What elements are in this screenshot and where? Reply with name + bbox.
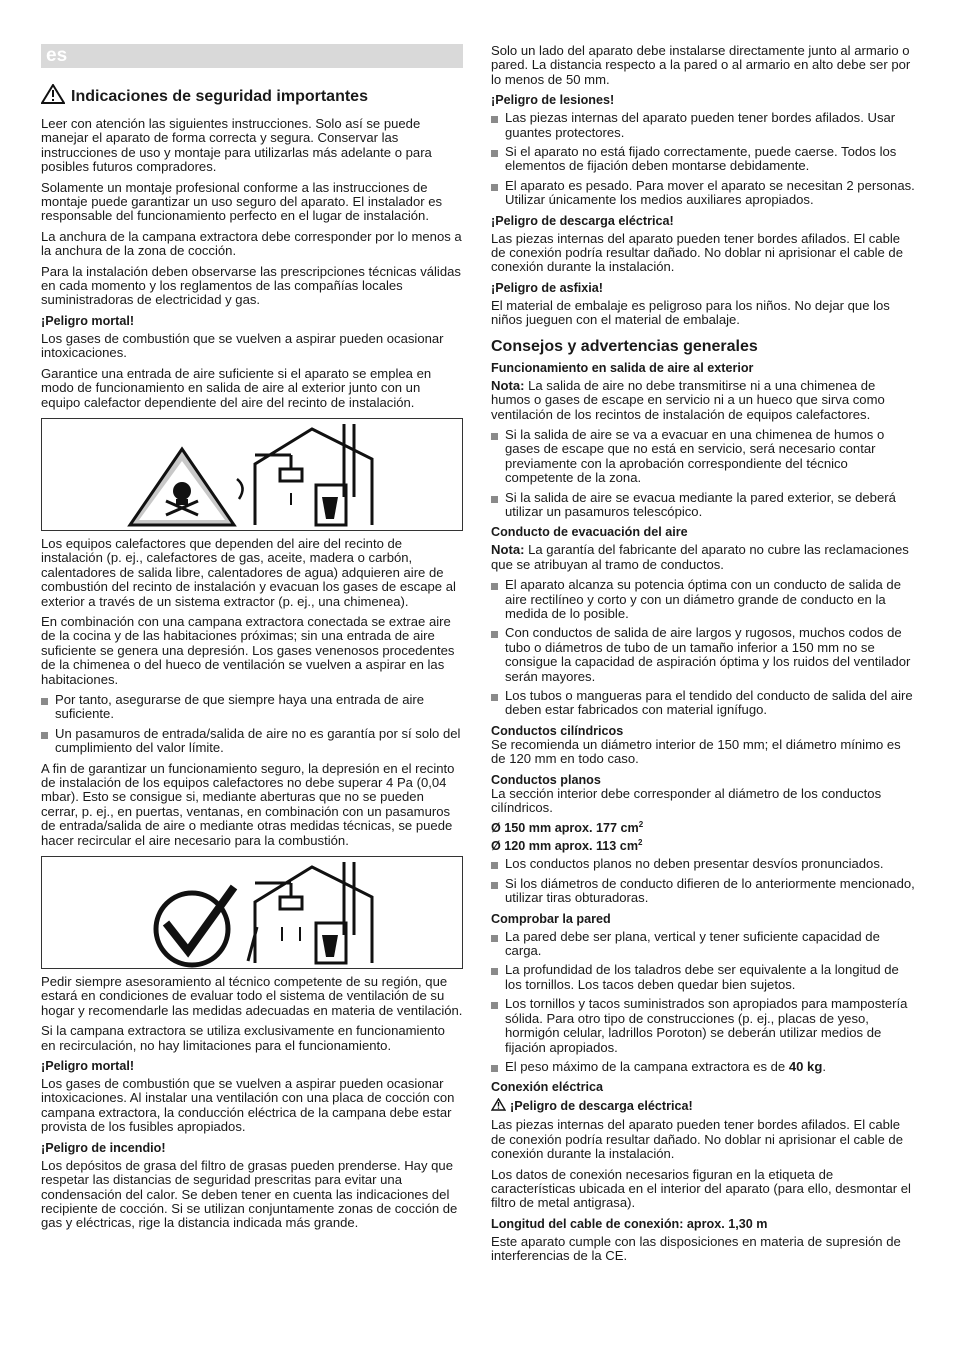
- paragraph: Los depósitos de grasa del filtro de grasas pueden prenderse. Hay que respetar las distancias de seguridad prescritas para evitar una condensación del calor. Se deben tener en cuenta las indicaciones del recipiente de cocción. Si se utilizan conjuntamente zonas de cocción de gas y eléctricas, rige la distancia indicada más grande.: [41, 1157, 458, 1231]
- note-label: Nota:: [491, 377, 525, 393]
- list-item: El aparato es pesado. Para mover el aparato se necesitan 2 personas. Utilizar únicamente los medios auxiliares apropiados.: [491, 179, 915, 208]
- list-item: Los tornillos y tacos suministrados son apropiados para mampostería sólida. Para otro tipo de construcciones (p. ej., placas de yeso, hormigón celular, ladrillos Poroton) se deberán utilizar medios de fijación apropiados.: [491, 997, 915, 1055]
- bullet-list: [491, 930, 915, 1075]
- subheading-longitud: Longitud del cable de conexión: aprox. 1,30 m: [491, 1216, 768, 1231]
- list-item: La pared debe ser plana, vertical y tener suficiente capacidad de carga.: [491, 930, 915, 959]
- subheading-incendio: ¡Peligro de incendio!: [41, 1140, 166, 1155]
- safety-heading: [41, 84, 463, 109]
- subheading-asfixia: ¡Peligro de asfixia!: [491, 280, 603, 295]
- bullet-list: [491, 111, 915, 207]
- checkmark-icon: [156, 887, 234, 965]
- language-tab: es: [41, 44, 463, 68]
- list-item: Si los diámetros de conducto difieren de lo anteriormente mencionado, utilizar tiras obturadoras.: [491, 877, 915, 906]
- subheading-lesiones: ¡Peligro de lesiones!: [491, 93, 615, 108]
- list-item: La profundidad de los taladros debe ser equivalente a la longitud de los tornillos. Los tacos deben quedar bien sujetos.: [491, 963, 915, 992]
- paragraph: El material de embalaje es peligroso para los niños. No dejar que los niños jueguen con el material de embalaje.: [491, 297, 890, 328]
- list-item: Si la salida de aire se evacua mediante la pared exterior, se deberá utilizar un pasamuros telescópico.: [491, 491, 915, 520]
- house-diagram-icon: [248, 862, 372, 963]
- ok-illustration: [41, 856, 463, 969]
- bullet-list: [491, 857, 915, 905]
- list-item: Si la salida de aire se va a evacuar en una chimenea de humos o gases de escape que no está en servicio, será necesario contar previamente con la aprobación correspondiente del técnico competente de la zona.: [491, 428, 915, 486]
- note-text: La salida de aire no debe transmitirse ni a una chimenea de humos o gases de escape en servicio ni a un hueco que sirva como ventilación de los recintos de instalación de equipos calefactores.: [491, 377, 885, 422]
- list-item: El peso máximo de la campana extractora es de 40 kg.: [491, 1060, 915, 1074]
- subheading-conducto: Conducto de evacuación del aire: [491, 525, 688, 540]
- note-label: Nota:: [491, 542, 525, 558]
- paragraph: Pedir siempre asesoramiento al técnico competente de su región, que estará en condiciones de evaluar todo el sistema de ventilación de su hogar y recomendarle las medidas adecuadas en materia de ventilación.: [41, 974, 463, 1018]
- paragraph: A fin de garantizar un funcionamiento seguro, la depresión en el recinto de instalación de los equipos calefactores no debe superar 4 Pa (0,04 mbar). Esto se consigue si, mediante aberturas que no se pueden cerrar, p. ej., en puertas, ventanas, en combinación con un pasamuros de entrada/salida de aire o mediante otras medidas técnicas, se puede hacer recircular el aire necesario para la combustión.: [41, 760, 455, 848]
- subheading-pared: Comprobar la pared: [491, 911, 611, 926]
- subheading-cilindricos: Conductos cilíndricos: [491, 723, 624, 738]
- left-column: [41, 44, 463, 1237]
- paragraph: Este aparato cumple con las disposiciones en materia de supresión de interferencias de la CE.: [491, 1233, 901, 1264]
- subheading-funcionamiento: Funcionamiento en salida de aire al exterior: [491, 360, 754, 375]
- paragraph: Si la campana extractora se utiliza exclusivamente en funcionamiento en recirculación, no hay limitaciones para el funcionamiento.: [41, 1023, 445, 1053]
- paragraph: Los gases de combustión que se vuelven a aspirar pueden ocasionar intoxicaciones. Al instalar una ventilación con una placa de cocción con campana extractora, la conducción eléctrica de la campana debe estar provista de los fusibles apropiados.: [41, 1076, 455, 1135]
- paragraph: Para la instalación deben observarse las prescripciones técnicas válidas en cada momento y los reglamentos de las compañías locales suministradoras de electricidad y gas.: [41, 263, 461, 308]
- list-item: Un pasamuros de entrada/salida de aire no es garantía por sí solo del cumplimiento del valor límite.: [41, 727, 463, 756]
- paragraph: Los equipos calefactores que dependen del aire del recinto de instalación (p. ej., calefactores de gas, aceite, madera o carbón, calentadores de salida libre, calentadores de agua) adquieren aire de combustión del recinto de instalación y evacuan los gases de escape al exterior a través de un sistema extractor (p. ej., una chimenea).: [41, 535, 456, 609]
- paragraph: Leer con atención las siguientes instrucciones. Solo así se puede manejar el aparato de forma correcta y segura. Conservar las instrucciones de uso y montaje para utilizarlas más adelante o para posibles futuros compradores.: [41, 116, 432, 175]
- hazard-illustration: [41, 418, 463, 531]
- bullet-list: [491, 428, 915, 519]
- note-text: La garantía del fabricante del aparato no cubre las reclamaciones que se atribuyan al tramo de conductos.: [491, 542, 909, 572]
- house-diagram-icon: [255, 424, 372, 525]
- paragraph: En combinación con una campana extractora conectada se extrae aire de la cocina y de las habitaciones próximas; sin una entrada de aire suficiente se genera una depresión. Los gases venenosos procedentes de la chimenea o del hueco de ventilación se vuelven a aspirar en las habitaciones.: [41, 613, 455, 687]
- list-item: Por tanto, asegurarse de que siempre haya una entrada de aire suficiente.: [41, 693, 463, 722]
- warning-triangle-icon: [491, 1098, 506, 1114]
- paragraph: Se recomienda un diámetro interior de 150 mm; el diámetro mínimo es de 120 mm en todo caso.: [491, 736, 901, 767]
- list-item: Las piezas internas del aparato pueden tener bordes afilados. Usar guantes protectores.: [491, 111, 915, 140]
- subheading-mortal: ¡Peligro mortal!: [41, 1059, 135, 1074]
- weight-value: 40 kg: [788, 1058, 823, 1074]
- paragraph: Los datos de conexión necesarios figuran en la etiqueta de características ubicada en el interior del aparato (para ello, desmontar el filtro de metal antigrasa).: [491, 1166, 911, 1211]
- paragraph: La sección interior debe corresponder al diámetro de los conductos cilíndricos.: [491, 785, 882, 816]
- safety-title: Indicaciones de seguridad importantes: [71, 87, 368, 105]
- note-paragraph: [491, 379, 915, 422]
- paragraph: Las piezas internas del aparato pueden tener bordes afilados. El cable de conexión podría resultar dañado. No doblar ni aprisionar el cable de conexión durante la instalación.: [491, 230, 903, 275]
- warning-triangle-icon: [41, 84, 65, 109]
- subheading-mortal: ¡Peligro mortal!: [41, 313, 135, 328]
- skull-warning-icon: [130, 449, 234, 525]
- subheading-planos: Conductos planos: [491, 772, 601, 787]
- subheading-conexion: Conexión eléctrica: [491, 1080, 603, 1095]
- list-item: Con conductos de salida de aire largos y rugosos, muchos codos de tubo o diámetros de tubo de un tamaño inferior a 150 mm no se consigue la capacidad de aspiración óptima y los ruidos del ventilador serán mayores.: [491, 626, 915, 684]
- bullet-list: [491, 578, 915, 718]
- paragraph: Solo un lado del aparato debe instalarse directamente junto al armario o pared. La distancia respecto a la pared o al armario en alto debe ser por lo menos de 50 mm.: [491, 43, 911, 87]
- list-item: Los tubos o mangueras para el tendido del conducto de salida del aire deben estar fabricados con material ignífugo.: [491, 689, 915, 718]
- subheading-descarga: ¡Peligro de descarga eléctrica!: [491, 213, 674, 228]
- paragraph: Los gases de combustión que se vuelven a aspirar pueden ocasionar intoxicaciones.: [41, 330, 444, 361]
- paragraph: La anchura de la campana extractora debe corresponder por lo menos a la anchura de la zona de cocción.: [41, 228, 462, 259]
- diameter-150: Ø 150 mm aprox. 177 $cm^2$: [491, 820, 644, 836]
- right-column: [491, 44, 915, 1270]
- diameter-120: Ø 120 mm aprox. 113 $cm^2$: [491, 838, 643, 854]
- paragraph: Garantice una entrada de aire suficiente si el aparato se emplea en modo de funcionamiento en salida de aire al exterior junto con un equipo calefactor dependiente del aire del recinto de instalación.: [41, 365, 432, 410]
- bullet-list: [41, 693, 463, 756]
- section-title: Consejos y advertencias generales: [491, 337, 758, 355]
- subheading-descarga-warning: ¡Peligro de descarga eléctrica!: [491, 1098, 915, 1114]
- list-item: El aparato alcanza su potencia óptima con un conducto de salida de aire rectilíneo y corto y con un diámetro grande de conducto en la medida de lo posible.: [491, 578, 915, 621]
- paragraph: Las piezas internas del aparato pueden tener bordes afilados. El cable de conexión podría resultar dañado. No doblar ni aprisionar el cable de conexión durante la instalación.: [491, 1117, 903, 1162]
- list-item: Los conductos planos no deben presentar desvíos pronunciados.: [491, 857, 915, 871]
- note-paragraph: [491, 543, 915, 572]
- paragraph: Solamente un montaje profesional conforme a las instrucciones de montaje puede garantizar un uso seguro del aparato. El instalador es responsable del funcionamiento perfecto en el lugar de instalación.: [41, 179, 443, 224]
- list-item: Si el aparato no está fijado correctamente, puede caerse. Todos los elementos de fijación deben montarse debidamente.: [491, 145, 915, 174]
